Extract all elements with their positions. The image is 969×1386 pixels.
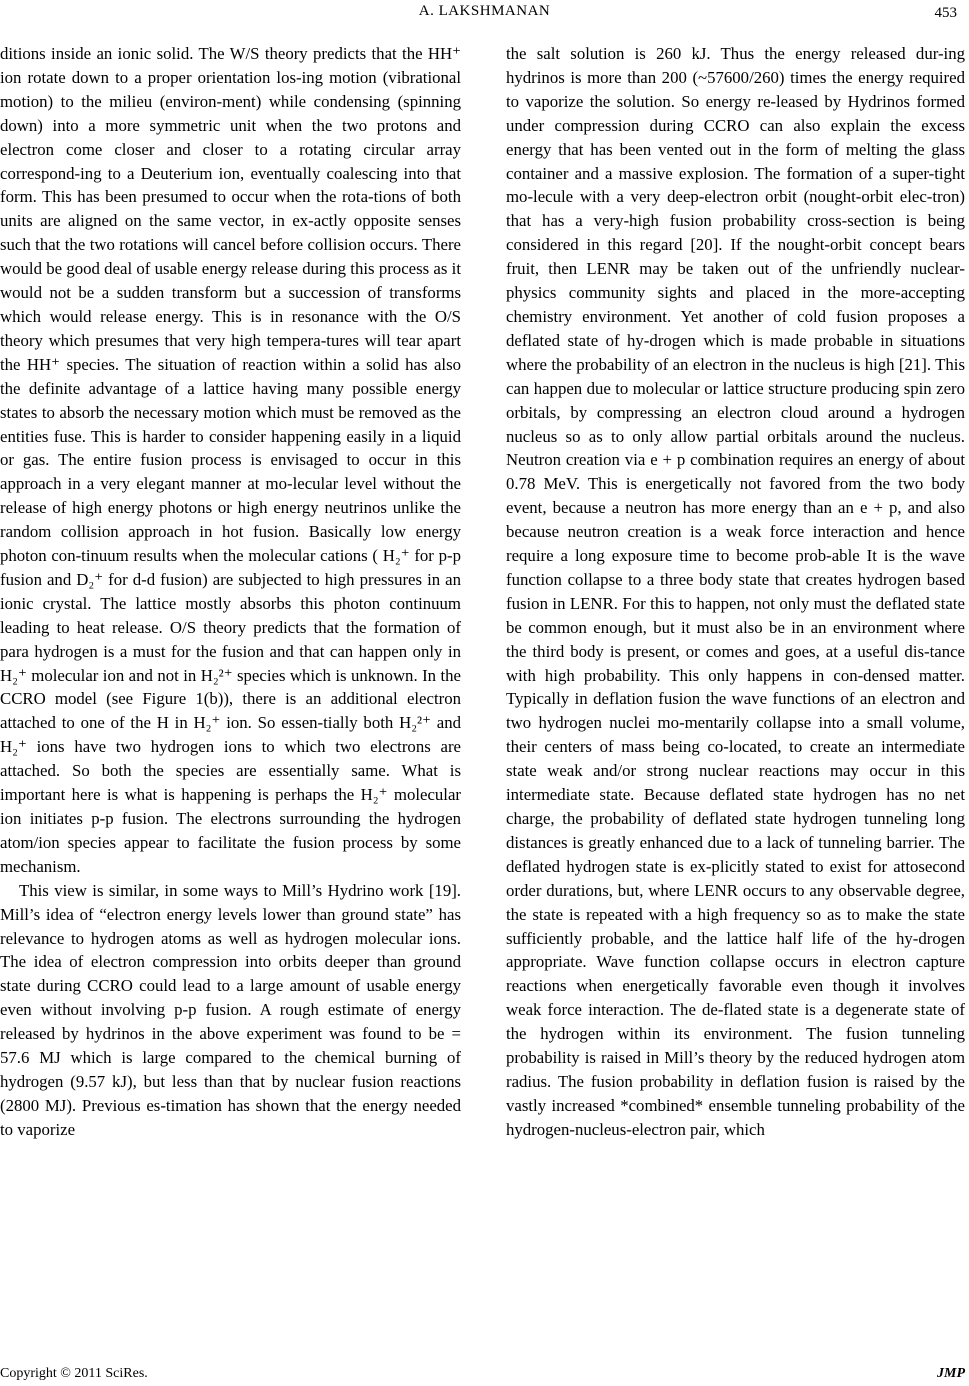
left-column	[0, 42, 461, 1142]
running-header-author: A. LAKSHMANAN	[418, 3, 551, 19]
right-paragraph-1: the salt solution is 260 kJ. Thus the energy released dur-ing hydrinos is more than 200 (~57600/260) times the energy required to vaporize the solution. So energy re-leased by Hydrinos formed under compression during CCRO can also explain the excess energy that has been vented out in the form of melting the glass container and a massive explosion. The formation of a super-tight mo-lecule with a very deep-electron orbit (nought-orbit elec-tron) that has a very-high fusion probability cross-section is being considered in this regard [20]. If the nought-orbit concept bears fruit, then LENR may be taken out of the unfriendly nuclear-physics community sights and placed in the more-accepting chemistry environment. Yet another of cold fusion proposes a deflated state of hy-drogen which is made probable in situations where the probability of an electron in the nucleus is high [21]. This can happen due to molecular or lattice structure producing spin zero orbitals, by compressing an electron cloud around a hydrogen nucleus so as to only allow partial orbitals around the nucleus. Neutron creation via e + p combination requires an energy of about 0.78 MeV. This is energetically not favored from the two body event, because a neutron has more energy than an e + p, and also because neutron creation is a weak force interaction and hence require a long exposure time to become prob-able It is the wave function collapse to a three body state that creates hydrogen based fusion in LENR. For this to happen, not only must the deflated state be common enough, but it must also be in an environment where the third body is present, or comes and goes, at a useful dis-tance with high probability. This only happens in con-densed matter. Typically in deflation fusion the wave functions of an electron and two hydrogen nuclei mo-mentarily collapse into a small volume, their centers of mass being co-located, to create an intermediate state weak and/or strong nuclear reactions may occur in this intermediate state. Because deflated state hydrogen has no net charge, the probability of deflated state hydrogen tunneling long distances is greatly enhanced due to a lack of tunneling barrier. The deflated hydrogen state is ex-plicitly stated to exist for attosecond order durations, but, where LENR occurs to any observable degree, the state is repeated with a high frequency so as to make the state sufficiently probable, and the lattice half life of the hy-drogen appropriate. Wave function collapse occurs in electron capture reactions when energetically favorable even though it involves weak force interaction. The de-flated state is a degenerate state of the hydrogen within its environment. The fusion tunneling probability is raised in Mill’s theory by the reduced hydrogen atom radius. The fusion probability in deflation fusion is raised by the vastly increased *combined* ensemble tunneling probability of the hydrogen-nucleus-electron pair, which	[506, 44, 965, 1139]
footer-copyright: Copyright © 2011 SciRes.	[0, 1366, 148, 1381]
left-paragraph-2: This view is similar, in some ways to Mill’s Hydrino work [19]. Mill’s idea of “electron energy levels lower than ground state” has relevance to hydrogen atoms as well as hydrogen molecular ions. The idea of electron compression into orbits deeper than ground state during CCRO could lead to a large amount of usable energy even without involving p-p fusion. A rough estimate of energy released by hydrinos in the above experiment was found to be = 57.6 MJ which is large compared to the chemical burning of hydrogen (9.57 kJ), but less than that by nuclear fusion reactions (2800 MJ). Previous es-timation has shown that the energy needed to vaporize	[0, 880, 461, 1139]
left-paragraph-1: ditions inside an ionic solid. The W/S theory predicts that the HH⁺ ion rotate down to a proper orientation los-ing motion (vibrational motion) to the milieu (environ-ment) while condensing (spinning down) into a more symmetric unit when the two protons and electron come closer and closer to a rotating circular array correspond-ing to a Deuterium ion, eventually coalescing into that form. This has been presumed to occur when the rota-tions of both units are aligned on the same vector, in ex-actly opposite senses such that the two rotations will cancel before collision occurs. There would be good deal of usable energy release during this process as it would not be a sudden transform but a succession of transforms which would release energy. This is in resonance with the O/S theory which presumes that very high tempera-tures will tear apart the HH⁺ species. The situation of reaction within a solid has also the definite advantage of a lattice having many possible energy states to absorb the necessary motion which must be removed as the entities fuse. This is harder to consider happening easily in a liquid or gas. The entire fusion process is envisaged to occur in this approach in a very elegant manner at mo-lecular level without the release of high energy photons or high energy neutrinos unlike the random collision approach in hot fusion. Basically low energy photon con-tinuum results when the molecular cations ( H₂⁺ for p-p fusion and D₂⁺ for d-d fusion) are subjected to high pressures in an ionic crystal. The lattice mostly absorbs this photon continuum leading to heat release. O/S theory predicts that the formation of para hydrogen is a must for the fusion and that can happen only in H₂⁺ molecular ion and not in H₂²⁺ species which is unknown. In the CCRO model (see Figure 1(b)), there is an additional electron attached to one of the H in H₂⁺ ion. So essen-tially both H₂²⁺ and H₂⁺ ions have two hydrogen ions to which two electrons are attached. So both the species are essentially same. What is important here is what is happening is perhaps the H₂⁺ molecular ion initiates p-p fusion. The electrons surrounding the hydrogen atom/ion species appear to facilitate the fusion process by some mechanism.	[0, 44, 461, 876]
page-number: 453	[934, 5, 957, 21]
footer-journal: JMP	[937, 1366, 965, 1381]
right-column	[506, 42, 965, 1142]
